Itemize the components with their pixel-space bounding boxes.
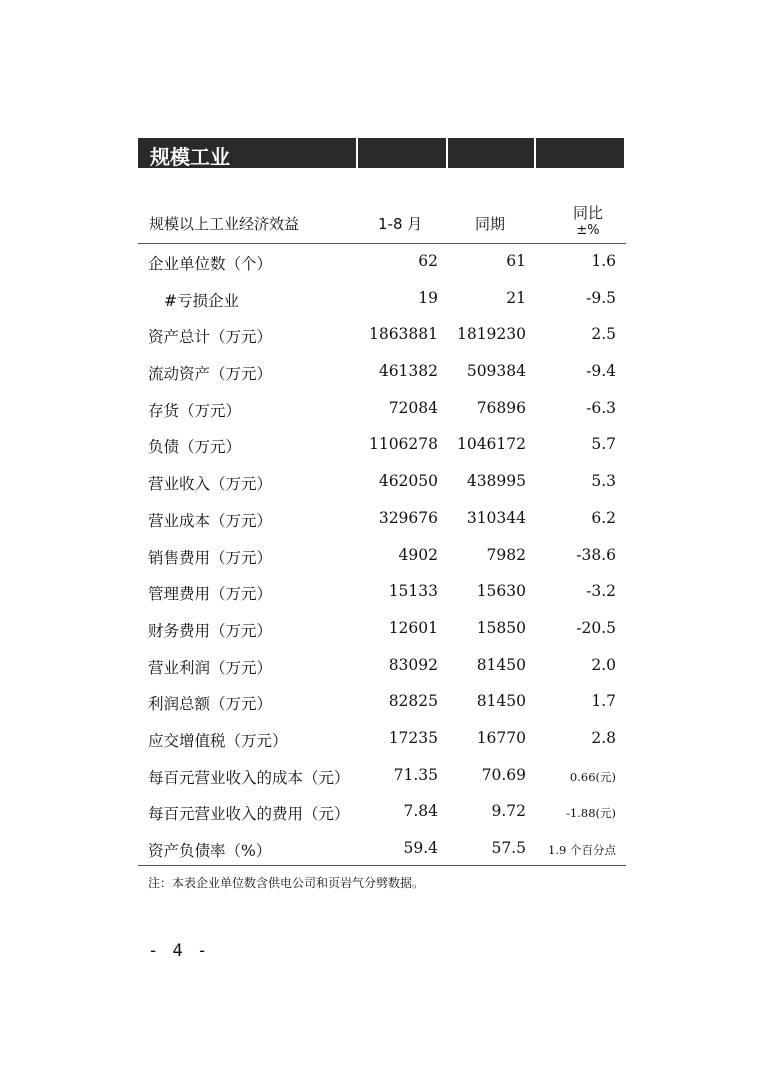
row-yoy-value: -6.3 (586, 398, 616, 417)
row-previous-value: 57.5 (491, 839, 526, 857)
row-previous-value: 1819230 (456, 325, 526, 344)
row-yoy-value: 1.6 (591, 252, 616, 270)
row-previous-value: 15850 (476, 618, 526, 637)
row-yoy-value: 2.0 (591, 655, 616, 674)
table-bottom-rule (138, 865, 626, 866)
table-row (138, 354, 626, 391)
row-yoy-value: -1.88(元) (566, 806, 616, 821)
row-current-value: 1863881 (368, 325, 438, 344)
row-previous-value: 310344 (466, 508, 526, 527)
row-current-value: 19 (418, 288, 438, 307)
row-previous-value: 15630 (476, 582, 526, 601)
row-current-value: 82825 (388, 692, 438, 711)
table-row (138, 574, 626, 611)
row-yoy-value: 0.66(元) (569, 769, 616, 784)
row-yoy-value: -9.4 (586, 362, 616, 381)
table-row (138, 427, 626, 464)
table-body (138, 244, 626, 868)
row-previous-value: 1046172 (456, 435, 526, 454)
row-current-value: 15133 (388, 582, 438, 601)
row-previous-value: 21 (506, 288, 526, 307)
table-row (138, 684, 626, 721)
table-row (138, 758, 626, 795)
row-yoy-value: 5.3 (591, 472, 616, 491)
row-current-value: 12601 (388, 618, 438, 637)
header-yoy (558, 204, 618, 240)
section-title: 规模工业 (150, 145, 230, 169)
row-current-value: 462050 (378, 472, 438, 491)
row-current-value: 83092 (388, 655, 438, 674)
table-row (138, 501, 626, 538)
row-name: 营业利润（万元） (148, 658, 273, 677)
row-name: 财务费用（万元） (148, 621, 273, 640)
row-current-value: 7.84 (403, 802, 438, 821)
row-previous-value: 438995 (466, 472, 526, 491)
table-row (138, 538, 626, 575)
header-period: 1-8 月 (378, 215, 423, 233)
row-current-value: 4902 (398, 545, 438, 564)
row-yoy-value: 1.7 (591, 692, 616, 711)
row-previous-value: 61 (506, 252, 526, 270)
row-previous-value: 7982 (486, 545, 526, 564)
header-same-period: 同期 (475, 215, 506, 233)
row-yoy-value: 1.9 个百分点 (548, 843, 616, 857)
table-note: 注：本表企业单位数含供电公司和页岩气分劈数据。 (148, 876, 425, 890)
table-row (138, 611, 626, 648)
row-name: 销售费用（万元） (148, 548, 273, 567)
row-name: 营业成本（万元） (148, 511, 273, 530)
table-row (138, 464, 626, 501)
row-current-value: 17235 (388, 728, 438, 747)
table-row (138, 721, 626, 758)
row-name: 流动资产（万元） (148, 365, 273, 384)
row-name: 利润总额（万元） (148, 695, 273, 714)
row-name: 营业收入（万元） (148, 475, 273, 494)
page-number: - 4 - (148, 941, 210, 961)
row-yoy-value: -9.5 (586, 288, 616, 307)
table-row (138, 281, 626, 318)
row-current-value: 72084 (388, 398, 438, 417)
row-previous-value: 16770 (476, 728, 526, 747)
row-previous-value: 81450 (476, 692, 526, 711)
row-name: 管理费用（万元） (148, 585, 273, 604)
row-name: #亏损企业 (164, 291, 239, 310)
row-name: 应交增值税（万元） (148, 731, 288, 750)
row-previous-value: 76896 (476, 398, 526, 417)
row-current-value: 62 (418, 252, 438, 270)
row-name: 每百元营业收入的成本（元） (148, 768, 350, 787)
table-row (138, 317, 626, 354)
row-previous-value: 81450 (476, 655, 526, 674)
table-row (138, 831, 626, 868)
economic-benefit-table (138, 200, 626, 868)
row-name: 资产负债率（%） (148, 842, 272, 860)
title-bar-segment (448, 138, 536, 168)
row-current-value: 1106278 (368, 435, 438, 454)
table-row (138, 391, 626, 428)
title-bar-segment (358, 138, 448, 168)
row-current-value: 461382 (378, 362, 438, 381)
table-row (138, 794, 626, 831)
title-bar-segment (536, 138, 626, 168)
header-yoy-unit: ±% (576, 223, 600, 238)
table-row (138, 244, 626, 281)
row-name: 负债（万元） (148, 438, 242, 457)
row-previous-value: 70.69 (481, 765, 526, 784)
row-yoy-value: 5.7 (591, 435, 616, 454)
row-yoy-value: -20.5 (576, 618, 616, 637)
row-name: 每百元营业收入的费用（元） (148, 805, 350, 824)
section-title-bar (138, 138, 626, 168)
row-current-value: 71.35 (393, 765, 438, 784)
row-current-value: 59.4 (403, 839, 438, 857)
table-row (138, 648, 626, 685)
row-name: 企业单位数（个） (148, 255, 273, 273)
row-previous-value: 9.72 (491, 802, 526, 821)
row-name: 资产总计（万元） (148, 328, 273, 347)
row-yoy-value: -38.6 (576, 545, 616, 564)
row-yoy-value: 2.5 (591, 325, 616, 344)
table-header (138, 200, 626, 244)
header-indicator: 规模以上工业经济效益 (149, 215, 300, 233)
row-yoy-value: 6.2 (591, 508, 616, 527)
row-yoy-value: -3.2 (586, 582, 616, 601)
row-current-value: 329676 (378, 508, 438, 527)
row-previous-value: 509384 (466, 362, 526, 381)
row-name: 存货（万元） (148, 401, 242, 420)
header-yoy-label: 同比 (572, 204, 603, 222)
row-yoy-value: 2.8 (591, 728, 616, 747)
